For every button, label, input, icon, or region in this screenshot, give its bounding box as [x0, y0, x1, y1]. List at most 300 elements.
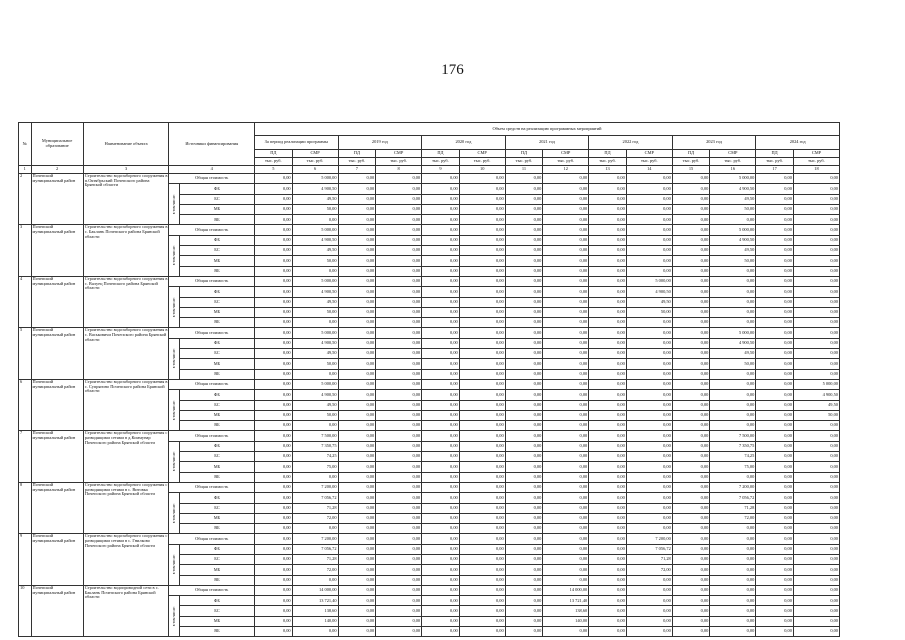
municipality-cell: Почепский муниципальный район	[31, 379, 83, 430]
value-cell: 0,00	[459, 565, 505, 575]
value-cell: 0,00	[793, 627, 839, 637]
object-total-row	[19, 328, 840, 338]
value-cell: 0,00	[338, 544, 376, 554]
value-cell: 0,00	[422, 482, 460, 492]
table-body	[19, 174, 840, 637]
object-name-cell: Строительство водозаборного сооружения в с. Валуец Почепского района Брянской области	[83, 276, 169, 327]
value-cell: 0,00	[793, 235, 839, 245]
value-cell: 50,00	[710, 359, 756, 369]
value-cell: 0,00	[422, 565, 460, 575]
value-cell: 0,00	[672, 534, 710, 544]
value-cell: 0,00	[672, 194, 710, 204]
column-index: 18	[793, 166, 839, 174]
value-cell: 0,00	[672, 235, 710, 245]
value-cell: 0,00	[505, 554, 543, 564]
value-cell: 0,00	[459, 596, 505, 606]
including-label: в том числе:	[169, 441, 179, 482]
value-cell: 0,00	[756, 421, 794, 431]
value-cell: 0,00	[543, 256, 589, 266]
value-cell: 0,00	[543, 400, 589, 410]
value-cell: 0,00	[793, 565, 839, 575]
object-total-row	[19, 379, 840, 389]
value-cell: 49,50	[292, 349, 338, 359]
value-cell: 0,00	[422, 400, 460, 410]
value-cell: 0,00	[672, 513, 710, 523]
value-cell: 0,00	[543, 452, 589, 462]
value-cell: 0,00	[255, 472, 293, 482]
header-unit: тыс. руб.	[543, 158, 589, 166]
header-period: 2022 год	[589, 136, 673, 150]
value-cell: 0,00	[422, 297, 460, 307]
value-cell: 0,00	[338, 297, 376, 307]
column-index: 9	[422, 166, 460, 174]
source-label: БС	[179, 452, 254, 462]
value-cell: 0,00	[292, 215, 338, 225]
value-cell: 50,00	[710, 256, 756, 266]
value-cell: 0,00	[338, 452, 376, 462]
source-label: ФБ	[179, 596, 254, 606]
value-cell: 0,00	[338, 596, 376, 606]
value-cell: 0,00	[376, 225, 422, 235]
value-cell: 0,00	[793, 606, 839, 616]
value-cell: 0,00	[793, 287, 839, 297]
value-cell: 0,00	[255, 225, 293, 235]
value-cell: 0,00	[543, 554, 589, 564]
value-cell: 0,00	[505, 431, 543, 441]
value-cell: 0,00	[459, 575, 505, 585]
value-cell: 0,00	[459, 194, 505, 204]
value-cell: 0,00	[422, 431, 460, 441]
value-cell: 0,00	[672, 606, 710, 616]
value-cell: 0,00	[793, 318, 839, 328]
value-cell: 0,00	[255, 359, 293, 369]
value-cell: 0,00	[338, 565, 376, 575]
value-cell: 0,00	[505, 328, 543, 338]
value-cell: 0,00	[505, 410, 543, 420]
value-cell: 0,00	[338, 349, 376, 359]
value-cell: 71,28	[626, 554, 672, 564]
value-cell: 4 900,50	[626, 287, 672, 297]
municipality-cell: Почепский муниципальный район	[31, 431, 83, 482]
value-cell: 0,00	[376, 246, 422, 256]
total-label: Общая стоимость	[169, 534, 255, 544]
value-cell: 0,00	[376, 596, 422, 606]
row-number: 10	[19, 585, 32, 636]
including-label: в том числе:	[169, 287, 179, 328]
source-label: МБ	[179, 616, 254, 626]
value-cell: 0,00	[710, 318, 756, 328]
header-unit: тыс. руб.	[710, 158, 756, 166]
value-cell: 0,00	[376, 204, 422, 214]
value-cell: 0,00	[589, 421, 627, 431]
value-cell: 0,00	[543, 493, 589, 503]
value-cell: 0,00	[459, 287, 505, 297]
value-cell: 0,00	[338, 379, 376, 389]
column-index: 3	[83, 166, 169, 174]
value-cell: 140,00	[543, 616, 589, 626]
value-cell: 0,00	[756, 472, 794, 482]
value-cell: 0,00	[672, 318, 710, 328]
value-cell: 0,00	[543, 534, 589, 544]
value-cell: 0,00	[543, 390, 589, 400]
value-cell: 0,00	[756, 390, 794, 400]
value-cell: 0,00	[672, 276, 710, 286]
value-cell: 0,00	[338, 204, 376, 214]
value-cell: 0,00	[672, 359, 710, 369]
value-cell: 0,00	[756, 256, 794, 266]
value-cell: 0,00	[338, 462, 376, 472]
value-cell: 0,00	[422, 513, 460, 523]
column-index: 11	[505, 166, 543, 174]
column-index: 5	[255, 166, 293, 174]
column-index: 10	[459, 166, 505, 174]
value-cell: 0,00	[672, 421, 710, 431]
value-cell: 0,00	[338, 524, 376, 534]
header-period: 2023 год	[672, 136, 756, 150]
value-cell: 5 000,00	[292, 174, 338, 184]
value-cell: 0,00	[543, 215, 589, 225]
value-cell: 0,00	[543, 276, 589, 286]
value-cell: 0,00	[338, 266, 376, 276]
column-index: 14	[626, 166, 672, 174]
municipality-cell: Почепский муниципальный район	[31, 225, 83, 276]
value-cell: 0,00	[626, 235, 672, 245]
total-label: Общая стоимость	[169, 174, 255, 184]
value-cell: 0,00	[626, 585, 672, 595]
source-label: ФБ	[179, 184, 254, 194]
value-cell: 0,00	[255, 627, 293, 637]
value-cell: 0,00	[543, 328, 589, 338]
value-cell: 0,00	[626, 493, 672, 503]
value-cell: 0,00	[793, 524, 839, 534]
header-no: №	[19, 123, 32, 166]
value-cell: 0,00	[338, 503, 376, 513]
value-cell: 0,00	[710, 627, 756, 637]
value-cell: 5 000,00	[626, 276, 672, 286]
value-cell: 0,00	[505, 534, 543, 544]
value-cell: 0,00	[626, 338, 672, 348]
value-cell: 0,00	[376, 575, 422, 585]
value-cell: 0,00	[255, 204, 293, 214]
value-cell: 7 350,75	[292, 441, 338, 451]
value-cell: 0,00	[255, 462, 293, 472]
value-cell: 0,00	[376, 565, 422, 575]
value-cell: 50,00	[793, 410, 839, 420]
value-cell: 0,00	[376, 194, 422, 204]
value-cell: 0,00	[459, 431, 505, 441]
value-cell: 0,00	[459, 606, 505, 616]
value-cell: 0,00	[505, 225, 543, 235]
value-cell: 0,00	[376, 606, 422, 616]
including-label: в том числе:	[169, 544, 179, 585]
value-cell: 0,00	[376, 338, 422, 348]
value-cell: 0,00	[422, 204, 460, 214]
value-cell: 0,00	[255, 534, 293, 544]
header-period: 2021 год	[505, 136, 589, 150]
value-cell: 0,00	[543, 462, 589, 472]
including-label: в том числе:	[169, 338, 179, 379]
value-cell: 0,00	[756, 215, 794, 225]
value-cell: 0,00	[756, 482, 794, 492]
value-cell: 0,00	[459, 204, 505, 214]
value-cell: 72,00	[626, 565, 672, 575]
value-cell: 0,00	[626, 503, 672, 513]
source-label: ФБ	[179, 235, 254, 245]
value-cell: 0,00	[543, 287, 589, 297]
value-cell: 0,00	[255, 596, 293, 606]
value-cell: 7 056,72	[292, 493, 338, 503]
value-cell: 75,00	[292, 462, 338, 472]
value-cell: 0,00	[626, 627, 672, 637]
value-cell: 0,00	[756, 431, 794, 441]
value-cell: 0,00	[543, 204, 589, 214]
value-cell: 0,00	[505, 359, 543, 369]
value-cell: 0,00	[589, 472, 627, 482]
value-cell: 5 000,00	[710, 174, 756, 184]
value-cell: 0,00	[710, 575, 756, 585]
value-cell: 0,00	[626, 225, 672, 235]
value-cell: 0,00	[793, 544, 839, 554]
value-cell: 0,00	[292, 472, 338, 482]
value-cell: 0,00	[710, 472, 756, 482]
value-cell: 0,00	[505, 472, 543, 482]
value-cell: 72,00	[292, 513, 338, 523]
header-source: Источники финансирования	[169, 123, 255, 166]
value-cell: 0,00	[793, 534, 839, 544]
value-cell: 0,00	[505, 349, 543, 359]
value-cell: 0,00	[255, 575, 293, 585]
value-cell: 0,00	[793, 462, 839, 472]
value-cell: 0,00	[459, 503, 505, 513]
value-cell: 0,00	[422, 606, 460, 616]
value-cell: 0,00	[756, 493, 794, 503]
value-cell: 0,00	[255, 554, 293, 564]
value-cell: 0,00	[543, 379, 589, 389]
municipality-cell: Почепский муниципальный район	[31, 585, 83, 636]
value-cell: 0,00	[255, 297, 293, 307]
value-cell: 0,00	[376, 627, 422, 637]
value-cell: 74,25	[710, 452, 756, 462]
value-cell: 0,00	[543, 513, 589, 523]
value-cell: 0,00	[543, 369, 589, 379]
value-cell: 0,00	[338, 400, 376, 410]
municipality-cell: Почепский муниципальный район	[31, 276, 83, 327]
header-smr: СМР	[376, 150, 422, 158]
value-cell: 0,00	[589, 349, 627, 359]
value-cell: 0,00	[505, 575, 543, 585]
value-cell: 0,00	[255, 390, 293, 400]
value-cell: 0,00	[376, 554, 422, 564]
value-cell: 0,00	[505, 318, 543, 328]
value-cell: 0,00	[793, 246, 839, 256]
header-period: 2020 год	[422, 136, 506, 150]
source-label: ВБ	[179, 421, 254, 431]
value-cell: 0,00	[626, 174, 672, 184]
value-cell: 0,00	[422, 194, 460, 204]
value-cell: 0,00	[459, 184, 505, 194]
source-label: ФБ	[179, 441, 254, 451]
value-cell: 4 900,50	[292, 287, 338, 297]
value-cell: 0,00	[543, 431, 589, 441]
column-index: 16	[710, 166, 756, 174]
value-cell: 0,00	[589, 215, 627, 225]
value-cell: 0,00	[543, 225, 589, 235]
value-cell: 0,00	[710, 534, 756, 544]
value-cell: 0,00	[376, 174, 422, 184]
value-cell: 0,00	[422, 585, 460, 595]
value-cell: 0,00	[793, 256, 839, 266]
value-cell: 50,00	[292, 359, 338, 369]
object-total-row	[19, 174, 840, 184]
value-cell: 0,00	[589, 462, 627, 472]
row-number: 9	[19, 534, 32, 585]
value-cell: 0,00	[793, 338, 839, 348]
value-cell: 0,00	[589, 544, 627, 554]
value-cell: 0,00	[793, 421, 839, 431]
value-cell: 0,00	[672, 441, 710, 451]
value-cell: 0,00	[292, 524, 338, 534]
header-unit: тыс. руб.	[292, 158, 338, 166]
value-cell: 0,00	[710, 410, 756, 420]
value-cell: 0,00	[338, 616, 376, 626]
value-cell: 0,00	[255, 503, 293, 513]
source-label: ВБ	[179, 369, 254, 379]
value-cell: 49,50	[793, 400, 839, 410]
value-cell: 0,00	[793, 194, 839, 204]
value-cell: 0,00	[505, 441, 543, 451]
budget-table-wrapper	[18, 122, 840, 637]
value-cell: 0,00	[793, 616, 839, 626]
value-cell: 0,00	[505, 462, 543, 472]
value-cell: 0,00	[376, 235, 422, 245]
value-cell: 0,00	[422, 359, 460, 369]
value-cell: 0,00	[292, 266, 338, 276]
value-cell: 0,00	[422, 369, 460, 379]
value-cell: 0,00	[338, 441, 376, 451]
value-cell: 0,00	[710, 400, 756, 410]
value-cell: 0,00	[626, 359, 672, 369]
value-cell: 0,00	[710, 606, 756, 616]
header-pd: ПД	[255, 150, 293, 158]
value-cell: 0,00	[626, 215, 672, 225]
value-cell: 0,00	[543, 266, 589, 276]
total-label: Общая стоимость	[169, 276, 255, 286]
value-cell: 0,00	[756, 307, 794, 317]
value-cell: 0,00	[626, 596, 672, 606]
value-cell: 0,00	[255, 452, 293, 462]
value-cell: 0,00	[672, 287, 710, 297]
value-cell: 0,00	[422, 349, 460, 359]
value-cell: 0,00	[459, 225, 505, 235]
value-cell: 0,00	[710, 266, 756, 276]
value-cell: 0,00	[672, 482, 710, 492]
value-cell: 0,00	[338, 410, 376, 420]
value-cell: 0,00	[505, 246, 543, 256]
value-cell: 0,00	[710, 390, 756, 400]
value-cell: 0,00	[459, 400, 505, 410]
value-cell: 49,50	[292, 400, 338, 410]
value-cell: 0,00	[422, 493, 460, 503]
value-cell: 4 900,50	[292, 390, 338, 400]
header-pd: ПД	[672, 150, 710, 158]
value-cell: 0,00	[543, 524, 589, 534]
header-pd: ПД	[422, 150, 460, 158]
value-cell: 71,28	[292, 503, 338, 513]
value-cell: 0,00	[255, 441, 293, 451]
value-cell: 0,00	[422, 410, 460, 420]
source-label: ВБ	[179, 575, 254, 585]
value-cell: 0,00	[672, 184, 710, 194]
header-municipality: Муниципальное образование	[31, 123, 83, 166]
value-cell: 0,00	[793, 554, 839, 564]
value-cell: 0,00	[672, 503, 710, 513]
value-cell: 72,00	[292, 565, 338, 575]
value-cell: 0,00	[255, 431, 293, 441]
value-cell: 0,00	[422, 215, 460, 225]
value-cell: 0,00	[505, 503, 543, 513]
value-cell: 0,00	[376, 379, 422, 389]
value-cell: 0,00	[505, 421, 543, 431]
value-cell: 0,00	[793, 328, 839, 338]
value-cell: 0,00	[505, 493, 543, 503]
column-index: 17	[756, 166, 794, 174]
value-cell: 0,00	[338, 307, 376, 317]
value-cell: 0,00	[459, 379, 505, 389]
value-cell: 0,00	[672, 452, 710, 462]
value-cell: 0,00	[422, 627, 460, 637]
object-total-row	[19, 534, 840, 544]
value-cell: 0,00	[338, 554, 376, 564]
value-cell: 0,00	[338, 482, 376, 492]
value-cell: 0,00	[422, 235, 460, 245]
value-cell: 0,00	[255, 266, 293, 276]
value-cell: 0,00	[338, 390, 376, 400]
value-cell: 0,00	[626, 606, 672, 616]
value-cell: 50,00	[292, 256, 338, 266]
value-cell: 0,00	[756, 328, 794, 338]
value-cell: 0,00	[672, 215, 710, 225]
value-cell: 0,00	[505, 544, 543, 554]
value-cell: 0,00	[505, 627, 543, 637]
value-cell: 0,00	[505, 524, 543, 534]
value-cell: 0,00	[338, 493, 376, 503]
value-cell: 0,00	[255, 606, 293, 616]
value-cell: 0,00	[338, 256, 376, 266]
value-cell: 0,00	[589, 276, 627, 286]
value-cell: 0,00	[756, 184, 794, 194]
value-cell: 0,00	[505, 606, 543, 616]
value-cell: 0,00	[672, 328, 710, 338]
value-cell: 0,00	[793, 204, 839, 214]
object-total-row	[19, 585, 840, 595]
header-smr: СМР	[543, 150, 589, 158]
value-cell: 0,00	[793, 349, 839, 359]
value-cell: 50,00	[292, 204, 338, 214]
value-cell: 49,50	[710, 349, 756, 359]
value-cell: 4 900,50	[292, 235, 338, 245]
value-cell: 0,00	[255, 276, 293, 286]
value-cell: 7 056,72	[710, 493, 756, 503]
value-cell: 0,00	[626, 616, 672, 626]
header-smr: СМР	[459, 150, 505, 158]
object-name-cell: Строительство водозаборного сооружения в с. Васьковичи Почепского района Брянской области	[83, 328, 169, 379]
value-cell: 0,00	[422, 390, 460, 400]
value-cell: 0,00	[505, 266, 543, 276]
value-cell: 0,00	[589, 379, 627, 389]
value-cell: 0,00	[756, 379, 794, 389]
value-cell: 0,00	[459, 441, 505, 451]
value-cell: 7 056,72	[292, 544, 338, 554]
